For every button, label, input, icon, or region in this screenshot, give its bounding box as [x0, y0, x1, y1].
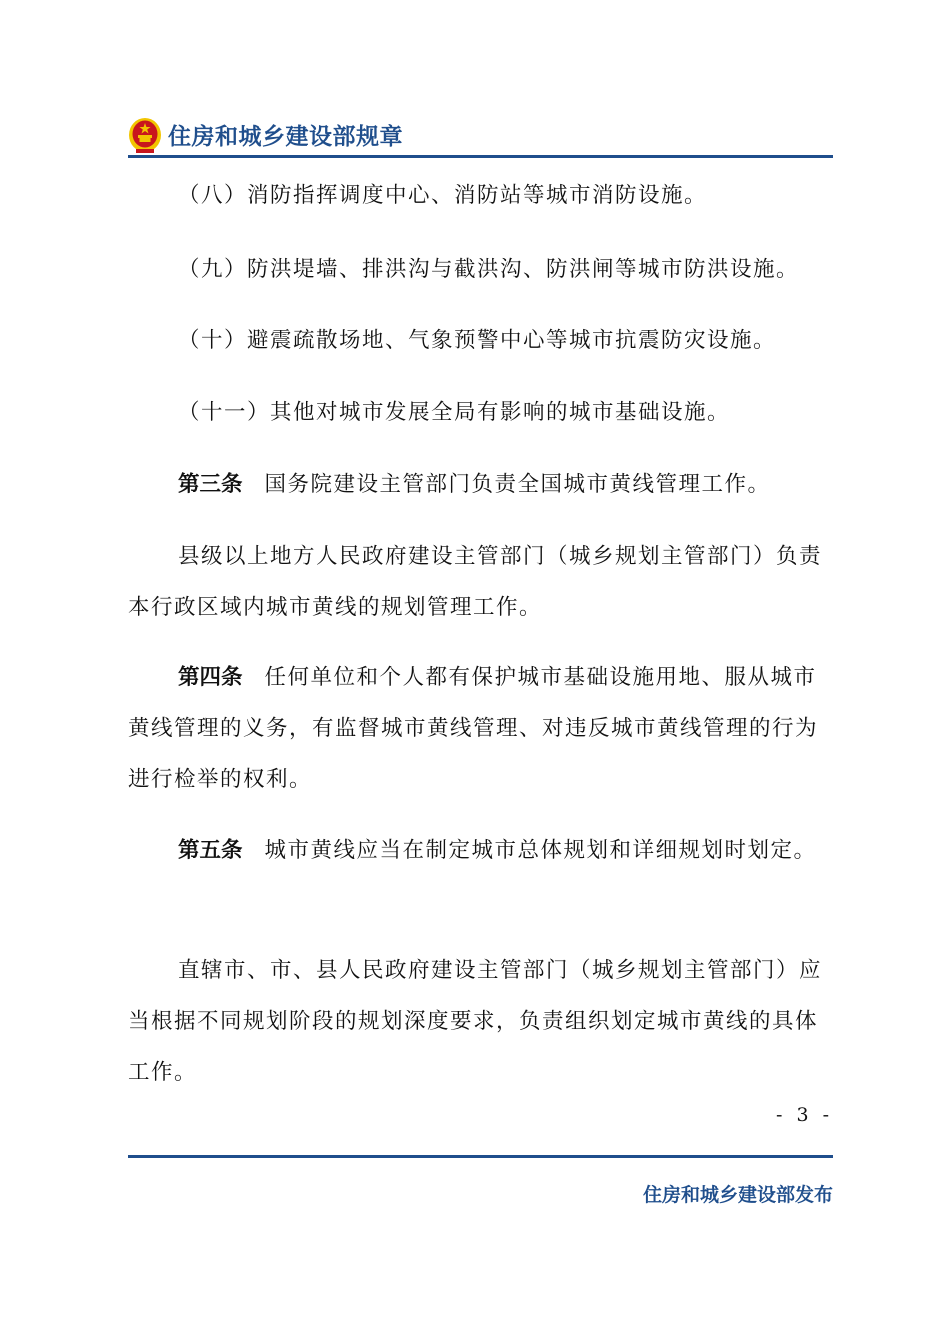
article-5-paragraph-2: 直辖市、市、县人民政府建设主管部门（城乡规划主管部门）应当根据不同规划阶段的规划深度要求，负责组织划定城市黄线的具体工作。 — [128, 958, 823, 1085]
article-3-text: 国务院建设主管部门负责全国城市黄线管理工作。 — [264, 472, 771, 497]
list-item-10: （十）避震疏散场地、气象预警中心等城市抗震防灾设施。 — [178, 328, 777, 353]
article-4 — [128, 652, 833, 805]
page-number: - 3 - — [775, 1104, 833, 1126]
article-4-label: 第四条 — [178, 665, 243, 690]
header-divider — [128, 155, 833, 158]
national-emblem-icon — [128, 114, 162, 154]
list-item-11: （十一）其他对城市发展全局有影响的城市基础设施。 — [178, 400, 731, 425]
article-5 — [128, 825, 833, 876]
footer-divider — [128, 1155, 833, 1158]
list-item-8: （八）消防指挥调度中心、消防站等城市消防设施。 — [178, 183, 708, 208]
article-3-paragraph-2: 县级以上地方人民政府建设主管部门（城乡规划主管部门）负责本行政区域内城市黄线的规划管理工作。 — [128, 544, 823, 620]
list-item-9: （九）防洪堤墙、排洪沟与截洪沟、防洪闸等城市防洪设施。 — [178, 257, 800, 282]
article-3 — [128, 459, 833, 510]
article-4-text: 任何单位和个人都有保护城市基础设施用地、服从城市黄线管理的义务，有监督城市黄线管理、对违反城市黄线管理的行为进行检举的权利。 — [128, 665, 819, 792]
article-5-text: 城市黄线应当在制定城市总体规划和详细规划时划定。 — [264, 838, 817, 863]
footer-publisher: 住房和城乡建设部发布 — [642, 1184, 833, 1206]
article-5-label: 第五条 — [178, 838, 243, 863]
article-3-label: 第三条 — [178, 472, 243, 497]
page-header — [128, 112, 833, 158]
header-title: 住房和城乡建设部规章 — [168, 124, 403, 150]
